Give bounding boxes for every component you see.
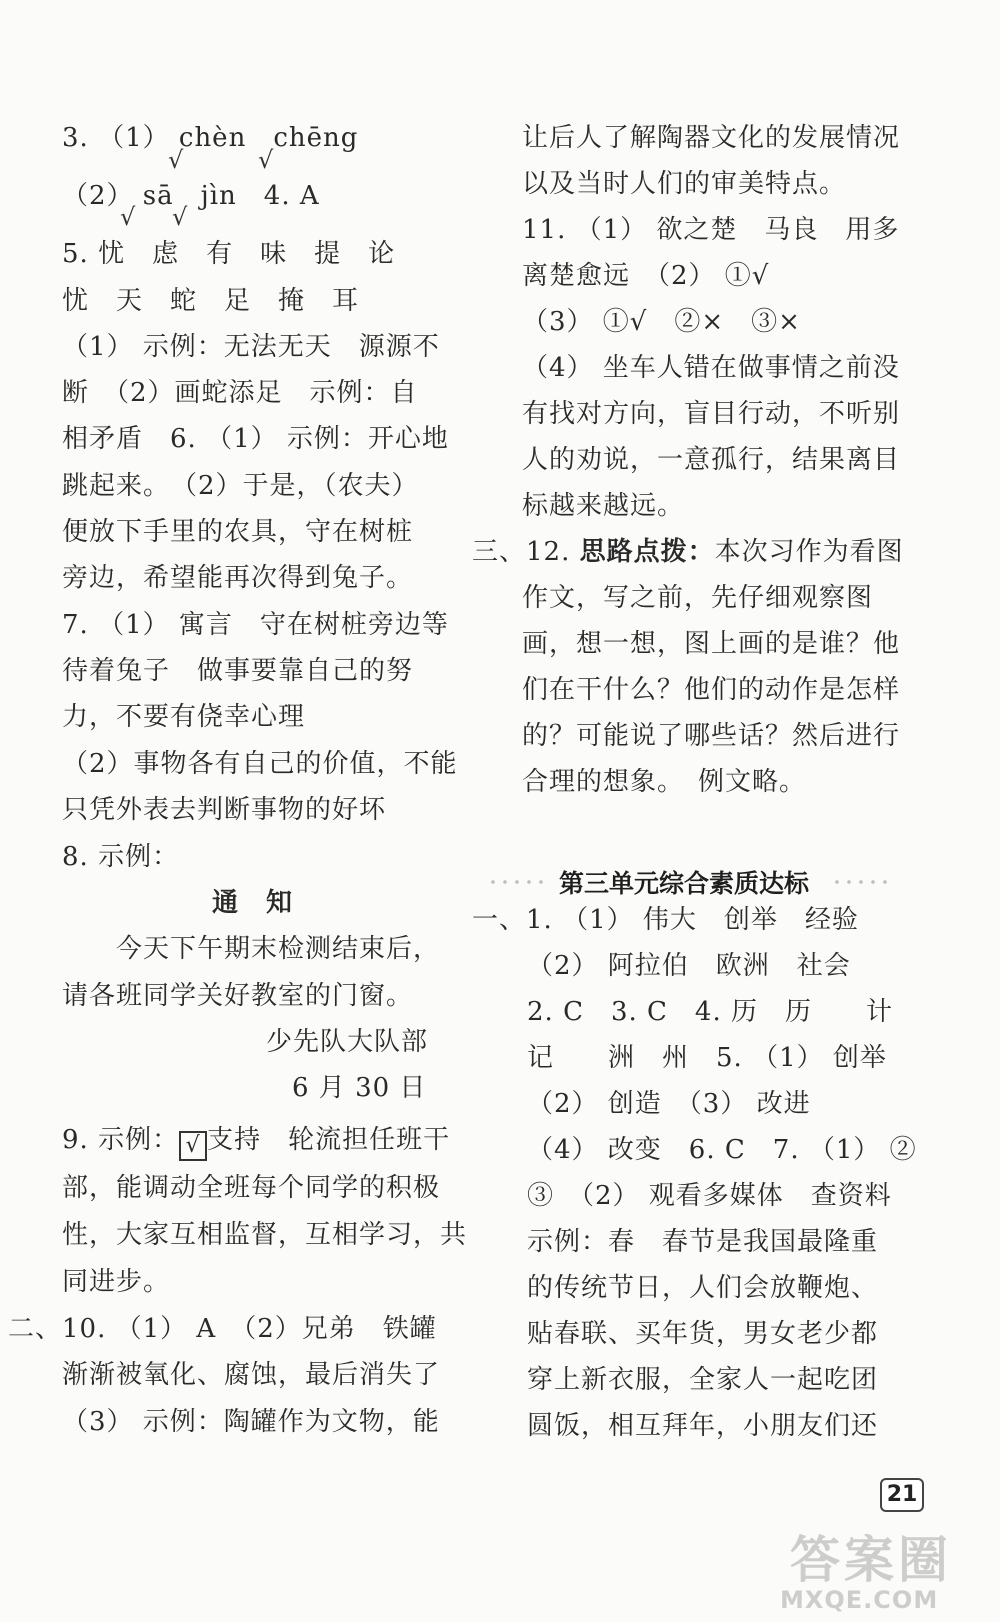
- answer-prefix: 9. 示例：: [62, 1125, 180, 1155]
- page-number: 21: [880, 1478, 924, 1512]
- check-mark: √: [168, 146, 184, 174]
- answer-line: 的？可能说了哪些话？然后进行: [522, 721, 901, 751]
- notice-body: 今天下午期末检测结束后，: [116, 934, 441, 964]
- answer-line: 忧 天 蛇 足 掩 耳: [62, 286, 360, 316]
- check-mark: √: [120, 203, 136, 231]
- watermark-logo-text: 答案圈: [790, 1531, 952, 1589]
- answer-line: 相矛盾 6. （1） 示例：开心地: [62, 424, 449, 454]
- answer-line: 只凭外表去判断事物的好坏: [62, 795, 387, 825]
- answer-text: 本次习作为看图: [714, 537, 904, 567]
- answer-line: 11. （1） 欲之楚 马良 用多: [522, 215, 900, 245]
- answer-line: （2） sā jìn 4. A: [62, 181, 320, 211]
- answer-line: 一、1. （1） 伟大 创举 经验: [472, 905, 859, 935]
- answer-line: 待着兔子 做事要靠自己的努: [62, 656, 414, 686]
- answer-line: （4） 改变 6. C 7. （1） ②: [527, 1135, 917, 1165]
- answer-line: 5. 忧 虑 有 味 提 论: [62, 239, 396, 269]
- answer-line: 同进步。: [62, 1267, 171, 1297]
- answer-line: [472, 536, 904, 568]
- answer-line: （4） 坐车人错在做事情之前没: [522, 353, 900, 383]
- answer-line: 2. C 3. C 4. 历 历 计: [527, 997, 894, 1027]
- answer-line: 跳起来。 （2）于是，（农夫）: [62, 471, 419, 501]
- answer-line: 部，能调动全班每个同学的积极: [62, 1173, 441, 1203]
- notice-body: 请各班同学关好教室的门窗。: [62, 981, 414, 1011]
- answer-line: （1） 示例：无法无天 源源不: [62, 332, 440, 362]
- answer-line: [62, 1124, 450, 1161]
- answer-text: 支持 轮流担任班干: [207, 1125, 451, 1155]
- answer-line: 旁边，希望能再次得到兔子。: [62, 563, 414, 593]
- answer-line: ③ （2） 观看多媒体 查资料: [527, 1181, 892, 1211]
- answer-line: 记 洲 州 5. （1） 创举: [527, 1043, 887, 1073]
- answer-line: （3） ①√ ②× ③×: [522, 307, 801, 337]
- answer-line: 7. （1） 寓言 守在树桩旁边等: [62, 610, 449, 640]
- answer-line: 8. 示例：: [62, 842, 180, 872]
- answer-line: 让后人了解陶器文化的发展情况: [522, 123, 901, 153]
- answer-line: 示例：春 春节是我国最隆重: [527, 1227, 879, 1257]
- decorative-dots: [831, 880, 895, 884]
- answer-line: 二、10. （1） A （2）兄弟 铁罐: [8, 1314, 437, 1344]
- answer-line: 人的劝说，一意孤行，结果离目: [522, 445, 901, 475]
- answer-line: 贴春联、买年货，男女老少都: [527, 1319, 879, 1349]
- answer-line: （3） 示例：陶罐作为文物，能: [62, 1407, 440, 1437]
- check-mark: √: [172, 203, 188, 231]
- answer-line: 有找对方向，盲目行动，不听别: [522, 399, 901, 429]
- decorative-dots: [487, 880, 551, 884]
- watermark-logo: [770, 1520, 1000, 1620]
- hint-label: 思路点拨：: [579, 537, 715, 567]
- answer-line: 画，想一想，图上画的是谁？他: [522, 629, 901, 659]
- answer-line: 力，不要有侥幸心理: [62, 702, 306, 732]
- answer-line: （2） 阿拉伯 欧洲 社会: [527, 951, 851, 981]
- notice-signature: 少先队大队部: [266, 1027, 429, 1057]
- answer-line: （2） 创造 （3） 改进: [527, 1089, 811, 1119]
- section-title: 第三单元综合素质达标: [559, 869, 810, 898]
- answer-line: 穿上新衣服，全家人一起吃团: [527, 1365, 879, 1395]
- check-mark: √: [258, 146, 274, 174]
- answer-line: 渐渐被氧化、腐蚀，最后消失了: [62, 1360, 441, 1390]
- answer-prefix: 三、12.: [472, 537, 580, 567]
- answer-line: 作文，写之前，先仔细观察图: [522, 583, 874, 613]
- notice-date: 6 月 30 日: [292, 1073, 427, 1103]
- answer-line: 以及当时人们的审美特点。: [522, 169, 847, 199]
- answer-line: 圆饭，相互拜年，小朋友们还: [527, 1411, 879, 1441]
- answer-line: 便放下手里的农具，守在树桩: [62, 517, 414, 547]
- notice-title: 通 知: [212, 888, 294, 918]
- watermark-url: MXQE.COM: [780, 1586, 939, 1614]
- answer-line: 离楚愈远 （2） ①√: [522, 261, 770, 291]
- answer-line: （2）事物各有自己的价值，不能: [62, 749, 458, 779]
- answer-line: 断 （2）画蛇添足 示例：自: [62, 378, 418, 408]
- section-header: [487, 860, 895, 904]
- checked-box: √: [179, 1131, 207, 1161]
- answer-line: 合理的想象。 例文略。: [522, 767, 807, 797]
- answer-line: 们在干什么？他们的动作是怎样: [522, 675, 901, 705]
- answer-line: 的传统节日，人们会放鞭炮、: [527, 1273, 879, 1303]
- answer-line: 性，大家互相监督，互相学习，共: [62, 1220, 468, 1250]
- answer-line: 3. （1） chèn chēng: [62, 123, 359, 153]
- answer-line: 标越来越远。: [522, 491, 685, 521]
